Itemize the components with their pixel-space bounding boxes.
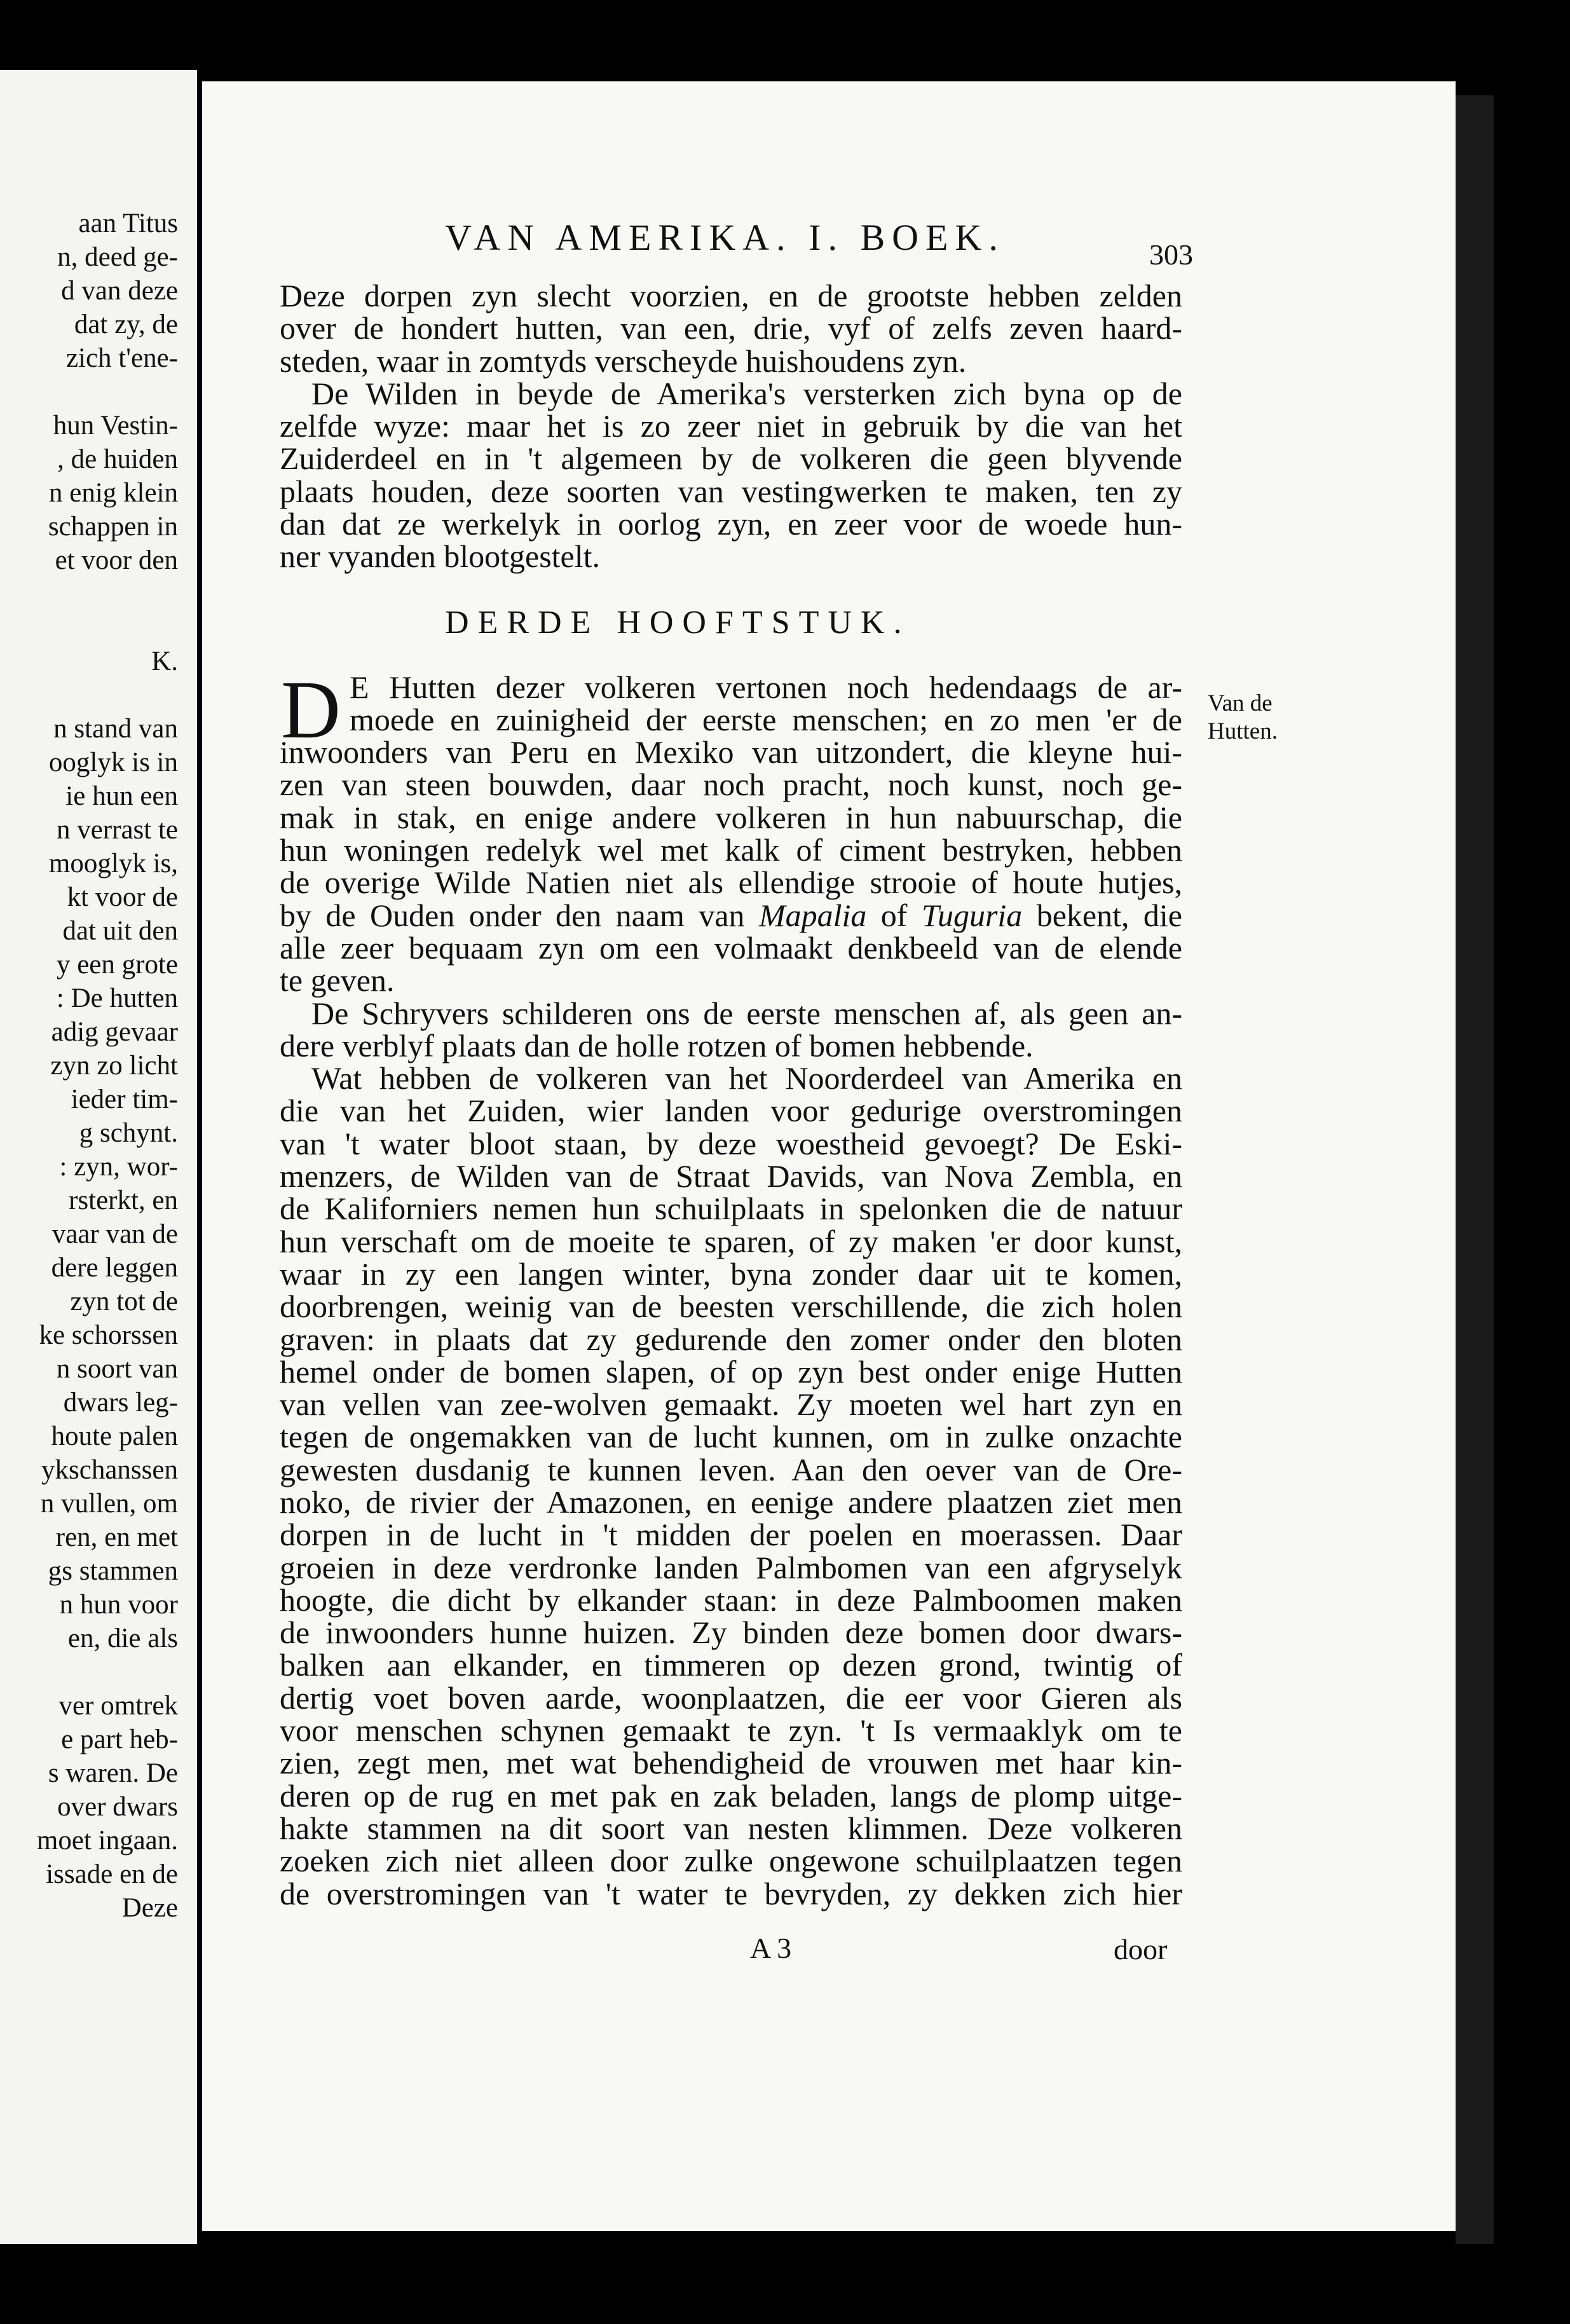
marginal-note — [1208, 690, 1297, 746]
text-line: te geven. — [280, 962, 395, 999]
left-page-line: houte palen — [51, 1421, 178, 1451]
marginal-note-line: Hutten. — [1208, 718, 1278, 744]
text-line: moede en zuinigheid der eerste menschen; en zo men 'er de — [350, 701, 1182, 737]
text-line: Zuiderdeel en in 't algemeen by de volkeren die geen blyvende — [280, 441, 1182, 477]
left-page-line: adig gevaar — [51, 1017, 178, 1047]
text-line: die van het Zuiden, wier landen voor gedurige overstromingen — [280, 1093, 1182, 1129]
left-page-line — [0, 577, 178, 611]
left-page-line — [0, 611, 178, 645]
text-line: inwoonders van Peru en Mexiko van uitzondert, die kleyne hui- — [280, 734, 1182, 770]
page-number: 303 — [1149, 238, 1193, 271]
left-page-line: zyn zo licht — [50, 1051, 178, 1081]
left-page-line: s waren. De — [48, 1758, 178, 1788]
left-page-line: d van deze — [61, 276, 178, 306]
left-page — [0, 70, 197, 2244]
left-page-line: gs stammen — [48, 1556, 178, 1586]
left-page-line: ie hun een — [65, 781, 178, 811]
left-page-line: vaar van de — [51, 1219, 178, 1249]
text-line: zien, zegt men, met wat behendigheid de vrouwen met haar kin- — [280, 1745, 1182, 1781]
text-line: zelfde wyze: maar het is zo zeer niet in gebruik by die van het — [280, 408, 1182, 444]
text-line: De Schryvers schilderen ons de eerste menschen af, als geen an- — [311, 995, 1182, 1031]
left-page-line: n soort van — [56, 1354, 178, 1384]
text-line: ner vyanden blootgestelt. — [280, 538, 601, 575]
left-page-line: y een grote — [56, 950, 178, 980]
text-line: de overstromingen van 't water te bevryden, zy dekken zich hier — [280, 1875, 1182, 1911]
left-page-line: zich t'ene- — [65, 343, 178, 373]
text-line: graven: in plaats dat zy gedurende den zomer onder den bloten — [280, 1321, 1182, 1357]
left-page-line: n hun voor — [59, 1590, 178, 1620]
left-page-line: n vullen, om — [40, 1489, 178, 1519]
text-line: E Hutten dezer volkeren vertonen noch hedendaags de ar- — [350, 669, 1182, 705]
left-page-line — [0, 375, 178, 409]
left-page-line: , de huiden — [57, 444, 178, 474]
text-line: zen van steen bouwden, daar noch pracht, noch kunst, noch ge- — [280, 767, 1182, 803]
text-line: gewesten dusdanig te kunnen leven. Aan den oever van de Ore- — [280, 1451, 1182, 1487]
text-line: Wat hebben de volkeren van het Noorderdeel van Amerika en — [311, 1060, 1182, 1097]
text-line: balken aan elkander, en timmeren op dezen grond, twintig of — [280, 1647, 1182, 1683]
text-line: menzers, de Wilden van de Straat Davids, van Nova Zembla, en — [280, 1158, 1182, 1194]
text-line: hakte stammen na dit soort van nesten klimmen. Deze volkeren — [280, 1810, 1182, 1846]
left-page-text — [0, 207, 178, 1925]
left-page-line: n enig klein — [48, 478, 178, 508]
left-page-line: kt voor de — [67, 882, 178, 912]
text-line: tegen de ongemakken van de lucht kunnen, om in zulke onzachte — [280, 1419, 1182, 1455]
text-line: hoogte, die dicht by elkander staan: in deze Palmboomen maken — [280, 1582, 1182, 1618]
text-line: dorpen in de lucht in 't midden der poelen en moerassen. Daar — [280, 1517, 1182, 1553]
left-page-line: : zyn, wor- — [59, 1152, 178, 1182]
left-page-line: moet ingaan. — [36, 1826, 178, 1856]
left-page-line: et voor den — [55, 545, 178, 575]
left-page-line: Deze — [121, 1893, 178, 1923]
text-line: steden, waar in zomtyds verscheyde huishoudens zyn. — [280, 343, 967, 379]
text-line: deren op de rug en met pak en zak beladen, langs de plomp uitge- — [280, 1777, 1182, 1814]
left-page-line: ver omtrek — [58, 1691, 178, 1721]
text-line: van 't water bloot staan, by deze woestheid gevoegt? De Eski- — [280, 1125, 1182, 1161]
left-page-line: ooglyk is in — [48, 748, 178, 777]
left-page-line: ykschanssen — [41, 1455, 178, 1485]
text-line: waar in zy een langen winter, byna zonder daar uit te komen, — [280, 1255, 1182, 1292]
left-page-line — [0, 678, 178, 712]
marginal-note-line: Van de — [1208, 690, 1273, 716]
text-line: groeien in deze verdronke landen Palmbomen van een afgryselyk — [280, 1549, 1182, 1585]
page-edge — [1456, 95, 1494, 2244]
text-line: De Wilden in beyde de Amerika's versterken zich byna op de — [311, 375, 1182, 411]
text-line: hun verschaft om de moeite te sparen, of zy maken 'er door kunst, — [280, 1223, 1182, 1259]
text-line: dere verblyf plaats dan de holle rotzen of bomen hebbende. — [280, 1027, 1034, 1063]
left-page-line: g schynt. — [79, 1118, 178, 1148]
text-line: zoeken zich niet alleen door zulke ongewone schuilplaatzen tegen — [280, 1843, 1182, 1879]
left-page-line: issade en de — [46, 1859, 178, 1889]
text-line: van vellen van zee-wolven gemaakt. Zy moeten wel hart zyn en — [280, 1386, 1182, 1423]
text-line: over de hondert hutten, van een, drie, vyf of zelfs zeven haard- — [280, 310, 1182, 346]
left-page-line: ren, en met — [55, 1522, 178, 1552]
left-page-line: dat zy, de — [74, 310, 178, 339]
text-line: hun woningen redelyk wel met kalk of ciment bestryken, hebben — [280, 832, 1182, 868]
left-page-line: zyn tot de — [70, 1287, 178, 1316]
text-line: Deze dorpen zyn slecht voorzien, en de grootste hebben zelden — [280, 278, 1182, 313]
text-line: mak in stak, en enige andere volkeren in hun nabuurschap, die — [280, 799, 1182, 835]
left-page-line: dwars leg- — [63, 1388, 178, 1418]
left-page-line: n, deed ge- — [57, 242, 178, 272]
left-page-line: K. — [151, 646, 178, 676]
text-line: de overige Wilde Natien niet als ellendige strooie of houte hutjes, — [280, 865, 1182, 901]
left-page-line: rsterkt, en — [69, 1186, 178, 1215]
left-page-line: n stand van — [53, 714, 178, 744]
left-page-line: over dwars — [57, 1792, 178, 1822]
catchword: door — [1114, 1933, 1168, 1965]
text-line: doorbrengen, weinig van de beesten verschillende, die zich holen — [280, 1288, 1182, 1325]
left-page-line: en, die als — [67, 1623, 178, 1653]
left-page-line: hun Vestin- — [53, 411, 178, 441]
left-page-line: mooglyk is, — [48, 849, 178, 878]
left-page-line: aan Titus — [78, 208, 178, 238]
text-line: de inwoonders hunne huizen. Zy binden deze bomen door dwars- — [280, 1615, 1182, 1651]
text-line: by de Ouden onder den naam van Mapalia of Tuguria bekent, die — [280, 897, 1182, 933]
drop-cap: D — [281, 664, 341, 756]
text-line: alle zeer bequaam zyn om een volmaakt denkbeeld van de elende — [280, 929, 1182, 966]
chapter-heading: DERDE HOOFTSTUK. — [445, 605, 911, 641]
body-text — [280, 280, 1182, 1910]
left-page-line: e part heb- — [61, 1725, 178, 1754]
left-page-line: dere leggen — [51, 1253, 178, 1283]
left-page-line — [0, 1655, 178, 1689]
running-title: VAN AMERIKA. I. BOEK. — [445, 217, 1005, 258]
text-line: noko, de rivier der Amazonen, en eenige andere plaatzen ziet men — [280, 1484, 1182, 1520]
left-page-line: : De hutten — [56, 983, 178, 1013]
left-page-line: dat uit den — [62, 916, 178, 946]
text-line: dan dat ze werkelyk in oorlog zyn, en zeer voor de woede hun- — [280, 506, 1182, 542]
left-page-line: ke schorssen — [39, 1320, 178, 1350]
left-page-line: n verrast te — [56, 815, 178, 845]
text-line: voor menschen schynen gemaakt te zyn. 't Is vermaaklyk om te — [280, 1712, 1182, 1749]
text-line: de Kaliforniers nemen hun schuilplaats in spelonken die de natuur — [280, 1191, 1182, 1227]
text-line: dertig voet boven aarde, woonplaatzen, die eer voor Gieren als — [280, 1679, 1182, 1716]
signature-mark: A 3 — [750, 1932, 792, 1964]
left-page-line: ieder tim- — [71, 1084, 178, 1114]
left-page-line: schappen in — [48, 512, 178, 542]
text-line: hemel onder de bomen slapen, of op zyn best onder enige Hutten — [280, 1353, 1182, 1390]
text-line: plaats houden, deze soorten van vestingwerken te maken, ten zy — [280, 473, 1182, 509]
